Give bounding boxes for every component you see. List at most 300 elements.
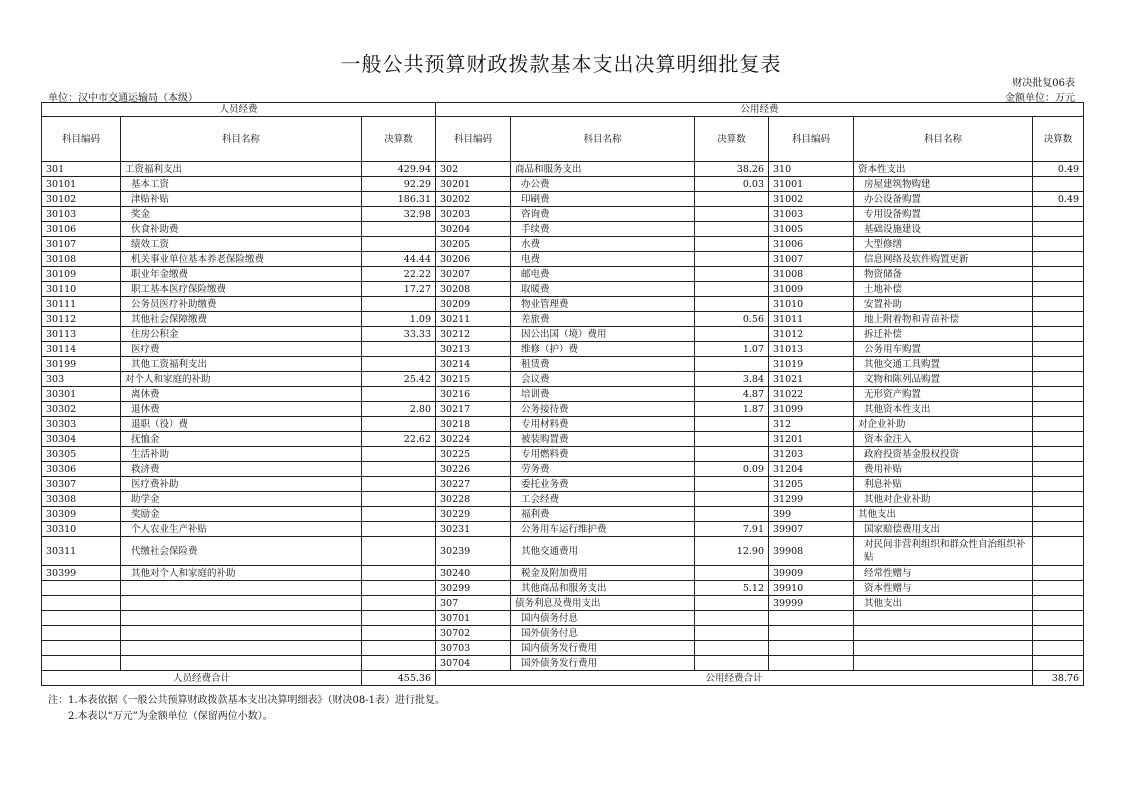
cell-amount xyxy=(1033,222,1084,237)
cell-code: 30239 xyxy=(436,537,511,566)
group-header-row xyxy=(42,103,1084,117)
cell-amount xyxy=(362,297,436,312)
cell-code: 39910 xyxy=(769,581,854,596)
cell-name xyxy=(121,581,362,596)
totals-row xyxy=(42,671,1084,686)
cell-amount xyxy=(1033,297,1084,312)
cell-amount xyxy=(695,192,769,207)
cell-amount xyxy=(1033,522,1084,537)
cell-name xyxy=(854,611,1033,626)
cell-code: 30110 xyxy=(42,282,121,297)
cell-name: 无形资产购置 xyxy=(854,387,1033,402)
cell-amount xyxy=(695,267,769,282)
table-row xyxy=(42,237,1084,252)
cell-name: 奖金 xyxy=(121,207,362,222)
cell-amount xyxy=(362,522,436,537)
cell-amount xyxy=(362,626,436,641)
cell-code: 30308 xyxy=(42,492,121,507)
cell-amount xyxy=(1033,207,1084,222)
cell-name xyxy=(121,656,362,671)
cell-amount: 33.33 xyxy=(362,327,436,342)
cell-name xyxy=(854,641,1033,656)
cell-code: 30209 xyxy=(436,297,511,312)
cell-amount xyxy=(362,537,436,566)
cell-name: 资本性支出 xyxy=(854,162,1033,177)
cell-code: 30701 xyxy=(436,611,511,626)
cell-code: 30201 xyxy=(436,177,511,192)
col-name: 科目名称 xyxy=(511,117,695,162)
cell-amount xyxy=(695,417,769,432)
cell-code: 30202 xyxy=(436,192,511,207)
cell-name: 租赁费 xyxy=(511,357,695,372)
table-row xyxy=(42,462,1084,477)
cell-name xyxy=(121,611,362,626)
cell-name: 咨询费 xyxy=(511,207,695,222)
cell-amount: 32.98 xyxy=(362,207,436,222)
cell-amount xyxy=(362,611,436,626)
cell-amount xyxy=(695,447,769,462)
cell-amount xyxy=(695,357,769,372)
cell-amount: 12.90 xyxy=(695,537,769,566)
cell-code: 312 xyxy=(769,417,854,432)
cell-name: 信息网络及软件购置更新 xyxy=(854,252,1033,267)
cell-amount: 0.03 xyxy=(695,177,769,192)
cell-code: 30205 xyxy=(436,237,511,252)
cell-amount xyxy=(695,507,769,522)
cell-name: 地上附着物和青苗补偿 xyxy=(854,312,1033,327)
cell-amount xyxy=(1033,656,1084,671)
cell-name: 住房公积金 xyxy=(121,327,362,342)
cell-code: 30214 xyxy=(436,357,511,372)
table-row xyxy=(42,327,1084,342)
cell-name: 其他对企业补助 xyxy=(854,492,1033,507)
cell-code: 301 xyxy=(42,162,121,177)
cell-code: 30113 xyxy=(42,327,121,342)
cell-code: 30704 xyxy=(436,656,511,671)
cell-code: 31002 xyxy=(769,192,854,207)
cell-name: 会议费 xyxy=(511,372,695,387)
cell-amount: 3.84 xyxy=(695,372,769,387)
cell-name: 职业年金缴费 xyxy=(121,267,362,282)
table-row xyxy=(42,402,1084,417)
cell-code: 30305 xyxy=(42,447,121,462)
cell-name: 印刷费 xyxy=(511,192,695,207)
cell-code: 30108 xyxy=(42,252,121,267)
cell-name: 取暖费 xyxy=(511,282,695,297)
form-code: 财决批复06表 xyxy=(1012,78,1075,89)
cell-name: 土地补偿 xyxy=(854,282,1033,297)
cell-code xyxy=(42,641,121,656)
cell-amount xyxy=(1033,267,1084,282)
cell-name xyxy=(121,626,362,641)
cell-name: 税金及附加费用 xyxy=(511,566,695,581)
table-row xyxy=(42,372,1084,387)
cell-amount xyxy=(1033,357,1084,372)
cell-amount: 2.80 xyxy=(362,402,436,417)
cell-name: 利息补贴 xyxy=(854,477,1033,492)
cell-code: 31021 xyxy=(769,372,854,387)
cell-name: 伙食补助费 xyxy=(121,222,362,237)
cell-name: 资本性赠与 xyxy=(854,581,1033,596)
money-unit: 金额单位：万元 xyxy=(1005,93,1075,104)
cell-code: 30211 xyxy=(436,312,511,327)
cell-name: 公务用车购置 xyxy=(854,342,1033,357)
cell-code: 30114 xyxy=(42,342,121,357)
cell-amount xyxy=(695,566,769,581)
cell-name: 离休费 xyxy=(121,387,362,402)
cell-amount xyxy=(695,222,769,237)
cell-amount xyxy=(362,566,436,581)
cell-code: 31299 xyxy=(769,492,854,507)
cell-code xyxy=(42,581,121,596)
table-row xyxy=(42,432,1084,447)
table-row xyxy=(42,641,1084,656)
cell-amount xyxy=(1033,177,1084,192)
cell-code: 302 xyxy=(436,162,511,177)
cell-amount xyxy=(362,222,436,237)
cell-amount xyxy=(695,237,769,252)
cell-code: 31011 xyxy=(769,312,854,327)
cell-amount: 25.42 xyxy=(362,372,436,387)
col-code: 科目编码 xyxy=(42,117,121,162)
cell-code: 31001 xyxy=(769,177,854,192)
cell-code xyxy=(769,626,854,641)
cell-amount xyxy=(695,252,769,267)
cell-code: 30227 xyxy=(436,477,511,492)
cell-code: 31204 xyxy=(769,462,854,477)
public-total-label: 公用经费合计 xyxy=(436,671,1033,686)
note-1: 注：1.本表依据《一般公共预算财政拨款基本支出决算明细表》（财决08-1表）进行批复。 xyxy=(48,695,446,706)
cell-amount xyxy=(695,432,769,447)
cell-name: 专用材料费 xyxy=(511,417,695,432)
cell-name: 绩效工资 xyxy=(121,237,362,252)
table-row xyxy=(42,522,1084,537)
table-row xyxy=(42,626,1084,641)
page-title: 一般公共预算财政拨款基本支出决算明细批复表 xyxy=(340,52,782,76)
cell-amount xyxy=(1033,626,1084,641)
cell-code: 30213 xyxy=(436,342,511,357)
cell-name: 商品和服务支出 xyxy=(511,162,695,177)
col-code: 科目编码 xyxy=(769,117,854,162)
cell-name: 政府投资基金股权投资 xyxy=(854,447,1033,462)
cell-amount: 1.07 xyxy=(695,342,769,357)
cell-name: 对民间非营利组织和群众性自治组织补贴 xyxy=(854,537,1033,566)
cell-code: 31003 xyxy=(769,207,854,222)
cell-amount xyxy=(695,297,769,312)
cell-name: 个人农业生产补贴 xyxy=(121,522,362,537)
cell-code: 30203 xyxy=(436,207,511,222)
cell-amount xyxy=(695,626,769,641)
cell-code: 30101 xyxy=(42,177,121,192)
cell-amount xyxy=(1033,596,1084,611)
cell-amount xyxy=(1033,492,1084,507)
cell-amount: 7.91 xyxy=(695,522,769,537)
cell-code: 31019 xyxy=(769,357,854,372)
cell-code xyxy=(769,641,854,656)
table-row xyxy=(42,387,1084,402)
cell-code xyxy=(42,611,121,626)
cell-name: 大型修缮 xyxy=(854,237,1033,252)
table-row xyxy=(42,477,1084,492)
cell-amount: 38.26 xyxy=(695,162,769,177)
cell-amount xyxy=(1033,462,1084,477)
cell-name: 拆迁补偿 xyxy=(854,327,1033,342)
cell-code: 399 xyxy=(769,507,854,522)
cell-code xyxy=(42,626,121,641)
cell-code: 30111 xyxy=(42,297,121,312)
cell-code: 31005 xyxy=(769,222,854,237)
cell-code: 31006 xyxy=(769,237,854,252)
cell-amount xyxy=(695,327,769,342)
cell-code: 30399 xyxy=(42,566,121,581)
cell-amount xyxy=(1033,566,1084,581)
cell-name: 退职（役）费 xyxy=(121,417,362,432)
cell-code: 30216 xyxy=(436,387,511,402)
cell-name: 专用燃料费 xyxy=(511,447,695,462)
cell-amount xyxy=(1033,402,1084,417)
cell-name: 其他支出 xyxy=(854,507,1033,522)
cell-name: 手续费 xyxy=(511,222,695,237)
cell-name: 维修（护）费 xyxy=(511,342,695,357)
table-row xyxy=(42,177,1084,192)
cell-amount: 17.27 xyxy=(362,282,436,297)
cell-code: 39908 xyxy=(769,537,854,566)
table-row xyxy=(42,492,1084,507)
cell-code: 30208 xyxy=(436,282,511,297)
cell-code: 30224 xyxy=(436,432,511,447)
cell-code: 30112 xyxy=(42,312,121,327)
table-row xyxy=(42,357,1084,372)
cell-name: 国外债务发行费用 xyxy=(511,656,695,671)
cell-amount: 186.31 xyxy=(362,192,436,207)
cell-name: 公务接待费 xyxy=(511,402,695,417)
cell-amount xyxy=(1033,447,1084,462)
cell-amount xyxy=(1033,432,1084,447)
cell-amount xyxy=(1033,537,1084,566)
cell-code: 30225 xyxy=(436,447,511,462)
cell-amount xyxy=(1033,372,1084,387)
cell-amount xyxy=(362,357,436,372)
cell-code: 307 xyxy=(436,596,511,611)
cell-amount xyxy=(1033,387,1084,402)
cell-amount xyxy=(1033,327,1084,342)
cell-amount xyxy=(362,641,436,656)
cell-name: 基本工资 xyxy=(121,177,362,192)
cell-name: 国家赔偿费用支出 xyxy=(854,522,1033,537)
cell-amount xyxy=(362,477,436,492)
cell-amount: 1.87 xyxy=(695,402,769,417)
cell-name: 国内债务发行费用 xyxy=(511,641,695,656)
cell-name xyxy=(854,626,1033,641)
cell-code: 31007 xyxy=(769,252,854,267)
cell-name: 因公出国（境）费用 xyxy=(511,327,695,342)
cell-name: 物业管理费 xyxy=(511,297,695,312)
cell-name: 对企业补助 xyxy=(854,417,1033,432)
group-personnel: 人员经费 xyxy=(42,103,436,117)
cell-code: 30207 xyxy=(436,267,511,282)
cell-name: 国外债务付息 xyxy=(511,626,695,641)
cell-amount xyxy=(695,282,769,297)
cell-name: 培训费 xyxy=(511,387,695,402)
cell-code: 30204 xyxy=(436,222,511,237)
cell-name: 安置补助 xyxy=(854,297,1033,312)
cell-code: 30229 xyxy=(436,507,511,522)
cell-name xyxy=(121,596,362,611)
cell-amount xyxy=(695,596,769,611)
table-row xyxy=(42,192,1084,207)
unit-label: 单位：汉中市交通运输局（本级） xyxy=(48,93,198,104)
cell-name: 债务利息及费用支出 xyxy=(511,596,695,611)
expenditure-table xyxy=(41,102,1084,686)
table-row xyxy=(42,267,1084,282)
cell-amount xyxy=(362,596,436,611)
cell-name: 对个人和家庭的补助 xyxy=(121,372,362,387)
cell-name: 职工基本医疗保险缴费 xyxy=(121,282,362,297)
cell-code: 30299 xyxy=(436,581,511,596)
cell-code: 31009 xyxy=(769,282,854,297)
cell-amount xyxy=(362,387,436,402)
cell-amount xyxy=(1033,507,1084,522)
cell-amount xyxy=(362,492,436,507)
cell-amount: 0.09 xyxy=(695,462,769,477)
cell-code: 31008 xyxy=(769,267,854,282)
cell-name: 办公费 xyxy=(511,177,695,192)
cell-amount xyxy=(362,656,436,671)
table-row xyxy=(42,581,1084,596)
cell-name: 抚恤金 xyxy=(121,432,362,447)
cell-amount: 5.12 xyxy=(695,581,769,596)
cell-code: 30240 xyxy=(436,566,511,581)
cell-name: 其他商品和服务支出 xyxy=(511,581,695,596)
cell-code: 30302 xyxy=(42,402,121,417)
notes xyxy=(48,693,445,725)
table-row xyxy=(42,282,1084,297)
table-row xyxy=(42,312,1084,327)
cell-code: 30311 xyxy=(42,537,121,566)
table-row xyxy=(42,656,1084,671)
cell-amount xyxy=(1033,581,1084,596)
cell-name: 奖励金 xyxy=(121,507,362,522)
cell-amount: 4.87 xyxy=(695,387,769,402)
cell-amount: 429.94 xyxy=(362,162,436,177)
cell-name xyxy=(121,641,362,656)
cell-code: 30304 xyxy=(42,432,121,447)
table-row xyxy=(42,611,1084,626)
cell-code: 303 xyxy=(42,372,121,387)
cell-amount xyxy=(695,641,769,656)
cell-amount: 22.22 xyxy=(362,267,436,282)
cell-amount xyxy=(1033,252,1084,267)
table-row xyxy=(42,342,1084,357)
cell-code: 30212 xyxy=(436,327,511,342)
cell-code: 30218 xyxy=(436,417,511,432)
cell-code: 30107 xyxy=(42,237,121,252)
cell-name: 办公设备购置 xyxy=(854,192,1033,207)
cell-name: 文物和陈列品购置 xyxy=(854,372,1033,387)
cell-amount xyxy=(1033,342,1084,357)
cell-amount xyxy=(362,507,436,522)
cell-code: 30106 xyxy=(42,222,121,237)
cell-amount xyxy=(362,462,436,477)
cell-code xyxy=(42,596,121,611)
cell-code: 30702 xyxy=(436,626,511,641)
cell-name: 工资福利支出 xyxy=(121,162,362,177)
cell-code: 31013 xyxy=(769,342,854,357)
cell-code: 30231 xyxy=(436,522,511,537)
cell-name: 被装购置费 xyxy=(511,432,695,447)
cell-amount xyxy=(1033,641,1084,656)
column-header-row xyxy=(42,117,1084,162)
cell-name xyxy=(854,656,1033,671)
cell-code: 30301 xyxy=(42,387,121,402)
col-code: 科目编码 xyxy=(436,117,511,162)
cell-code: 31205 xyxy=(769,477,854,492)
cell-name: 委托业务费 xyxy=(511,477,695,492)
table-row xyxy=(42,507,1084,522)
cell-name: 经常性赠与 xyxy=(854,566,1033,581)
cell-code: 30102 xyxy=(42,192,121,207)
cell-amount: 22.62 xyxy=(362,432,436,447)
table-row xyxy=(42,566,1084,581)
cell-name: 公务用车运行维护费 xyxy=(511,522,695,537)
table-row xyxy=(42,252,1084,267)
cell-name: 物资储备 xyxy=(854,267,1033,282)
cell-code: 30309 xyxy=(42,507,121,522)
table-row xyxy=(42,417,1084,432)
cell-amount: 0.49 xyxy=(1033,162,1084,177)
cell-name: 其他社会保障缴费 xyxy=(121,312,362,327)
cell-code: 31201 xyxy=(769,432,854,447)
cell-name: 费用补贴 xyxy=(854,462,1033,477)
cell-code: 30206 xyxy=(436,252,511,267)
cell-name: 劳务费 xyxy=(511,462,695,477)
cell-code: 30303 xyxy=(42,417,121,432)
public-total-value: 38.76 xyxy=(1033,671,1084,686)
cell-amount xyxy=(1033,282,1084,297)
cell-code: 30215 xyxy=(436,372,511,387)
cell-name: 其他工资福利支出 xyxy=(121,357,362,372)
cell-name: 公务员医疗补助缴费 xyxy=(121,297,362,312)
cell-name: 国内债务付息 xyxy=(511,611,695,626)
cell-name: 医疗费补助 xyxy=(121,477,362,492)
cell-amount xyxy=(1033,611,1084,626)
col-amount: 决算数 xyxy=(362,117,436,162)
cell-code: 30226 xyxy=(436,462,511,477)
cell-code: 31010 xyxy=(769,297,854,312)
cell-code: 31022 xyxy=(769,387,854,402)
cell-name: 其他资本性支出 xyxy=(854,402,1033,417)
cell-name: 资本金注入 xyxy=(854,432,1033,447)
cell-amount: 0.56 xyxy=(695,312,769,327)
cell-name: 其他支出 xyxy=(854,596,1033,611)
cell-amount xyxy=(695,492,769,507)
cell-amount xyxy=(695,656,769,671)
cell-name: 专用设备购置 xyxy=(854,207,1033,222)
cell-amount: 0.49 xyxy=(1033,192,1084,207)
table-row xyxy=(42,596,1084,611)
cell-name: 邮电费 xyxy=(511,267,695,282)
col-amount: 决算数 xyxy=(695,117,769,162)
cell-code xyxy=(769,656,854,671)
table-row xyxy=(42,297,1084,312)
cell-amount xyxy=(1033,237,1084,252)
cell-amount: 92.29 xyxy=(362,177,436,192)
cell-name: 医疗费 xyxy=(121,342,362,357)
cell-name: 退休费 xyxy=(121,402,362,417)
note-2: 2.本表以“万元”为金额单位（保留两位小数）。 xyxy=(68,711,273,722)
table-row xyxy=(42,162,1084,177)
cell-code: 39907 xyxy=(769,522,854,537)
